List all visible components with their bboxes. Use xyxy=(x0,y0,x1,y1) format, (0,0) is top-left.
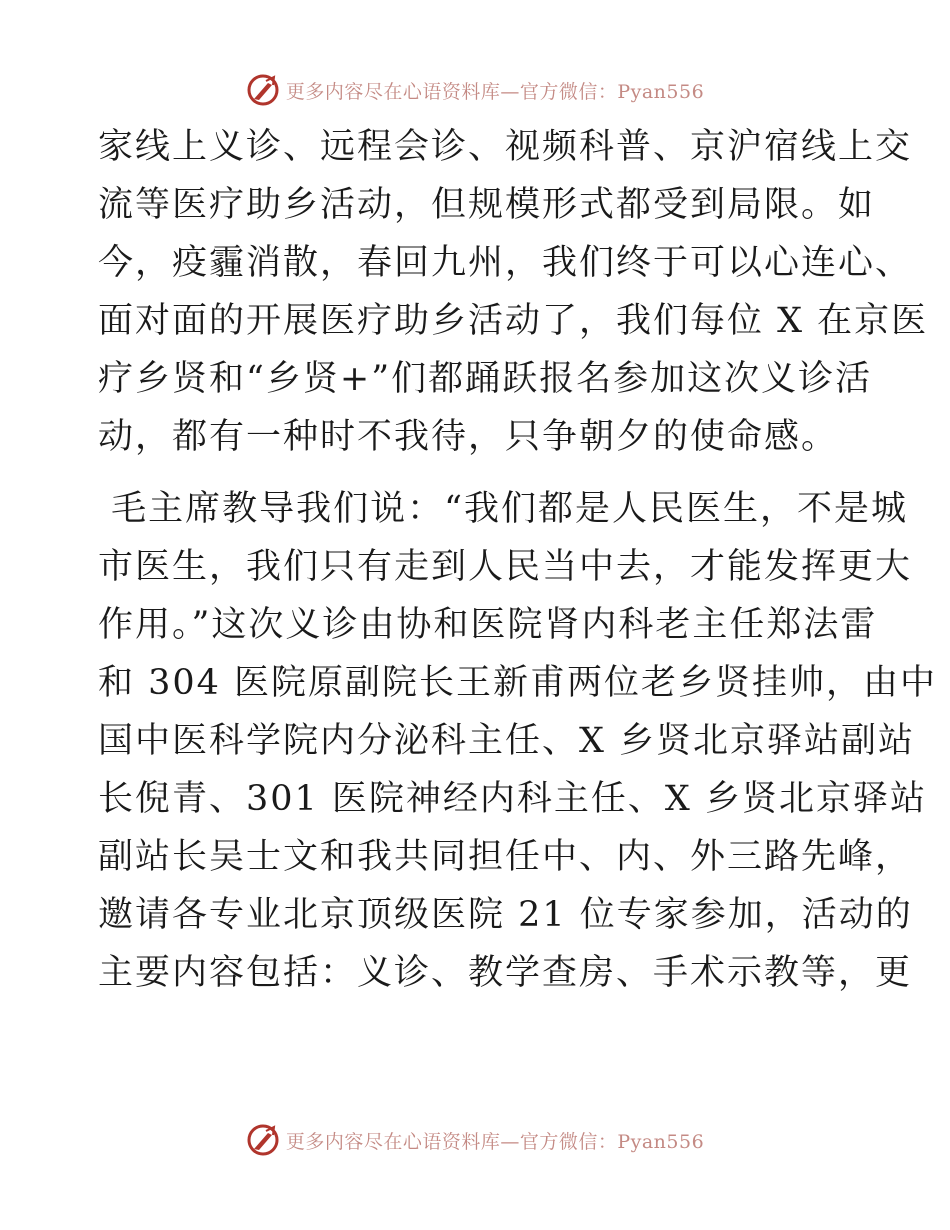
text-line: 面对面的开展医疗助乡活动了，我们每位 X 在京医 xyxy=(98,301,929,341)
text-line: 副站长吴士文和我共同担任中、内、外三路先峰， xyxy=(98,837,913,877)
text-line: 市医生，我们只有走到人民当中去，才能发挥更大 xyxy=(98,547,913,587)
text-line: 毛主席教导我们说：“我们都是人民医生，不是城 xyxy=(98,489,909,529)
text-line: 作用。”这次义诊由协和医院肾内科老主任郑法雷 xyxy=(98,605,878,645)
header-banner-text: 更多内容尽在心语资料库—官方微信：Pyan556 xyxy=(285,80,705,103)
quill-seal-icon xyxy=(246,73,280,107)
footer-banner xyxy=(0,1120,950,1160)
text-line: 邀请各专业北京顶级医院 21 位专家参加，活动的 xyxy=(98,895,913,935)
footer-banner-text: 更多内容尽在心语资料库—官方微信：Pyan556 xyxy=(285,1130,705,1153)
text-line: 主要内容包括：义诊、教学查房、手术示教等，更 xyxy=(98,953,913,993)
paragraph-1 xyxy=(98,118,929,466)
paragraph-spacer xyxy=(98,466,858,480)
paragraph-2 xyxy=(98,480,938,1002)
text-line: 国中医科学院内分泌科主任、X 乡贤北京驿站副站 xyxy=(98,721,916,761)
quill-seal-icon xyxy=(246,1123,280,1157)
text-line: 疗乡贤和“乡贤+”们都踊跃报名参加这次义诊活 xyxy=(98,359,873,399)
text-line: 家线上义诊、远程会诊、视频科普、京沪宿线上交 xyxy=(98,127,913,167)
text-line: 长倪青、301 医院神经内科主任、X 乡贤北京驿站 xyxy=(98,779,927,819)
text-line: 流等医疗助乡活动，但规模形式都受到局限。如 xyxy=(98,185,876,225)
text-line: 和 304 医院原副院长王新甫两位老乡贤挂帅，由中 xyxy=(98,663,938,703)
document-body xyxy=(98,118,938,1002)
text-line: 动，都有一种时不我待，只争朝夕的使命感。 xyxy=(98,417,839,457)
text-line: 今，疫霾消散，春回九州，我们终于可以心连心、 xyxy=(98,243,913,283)
header-banner xyxy=(0,70,950,110)
